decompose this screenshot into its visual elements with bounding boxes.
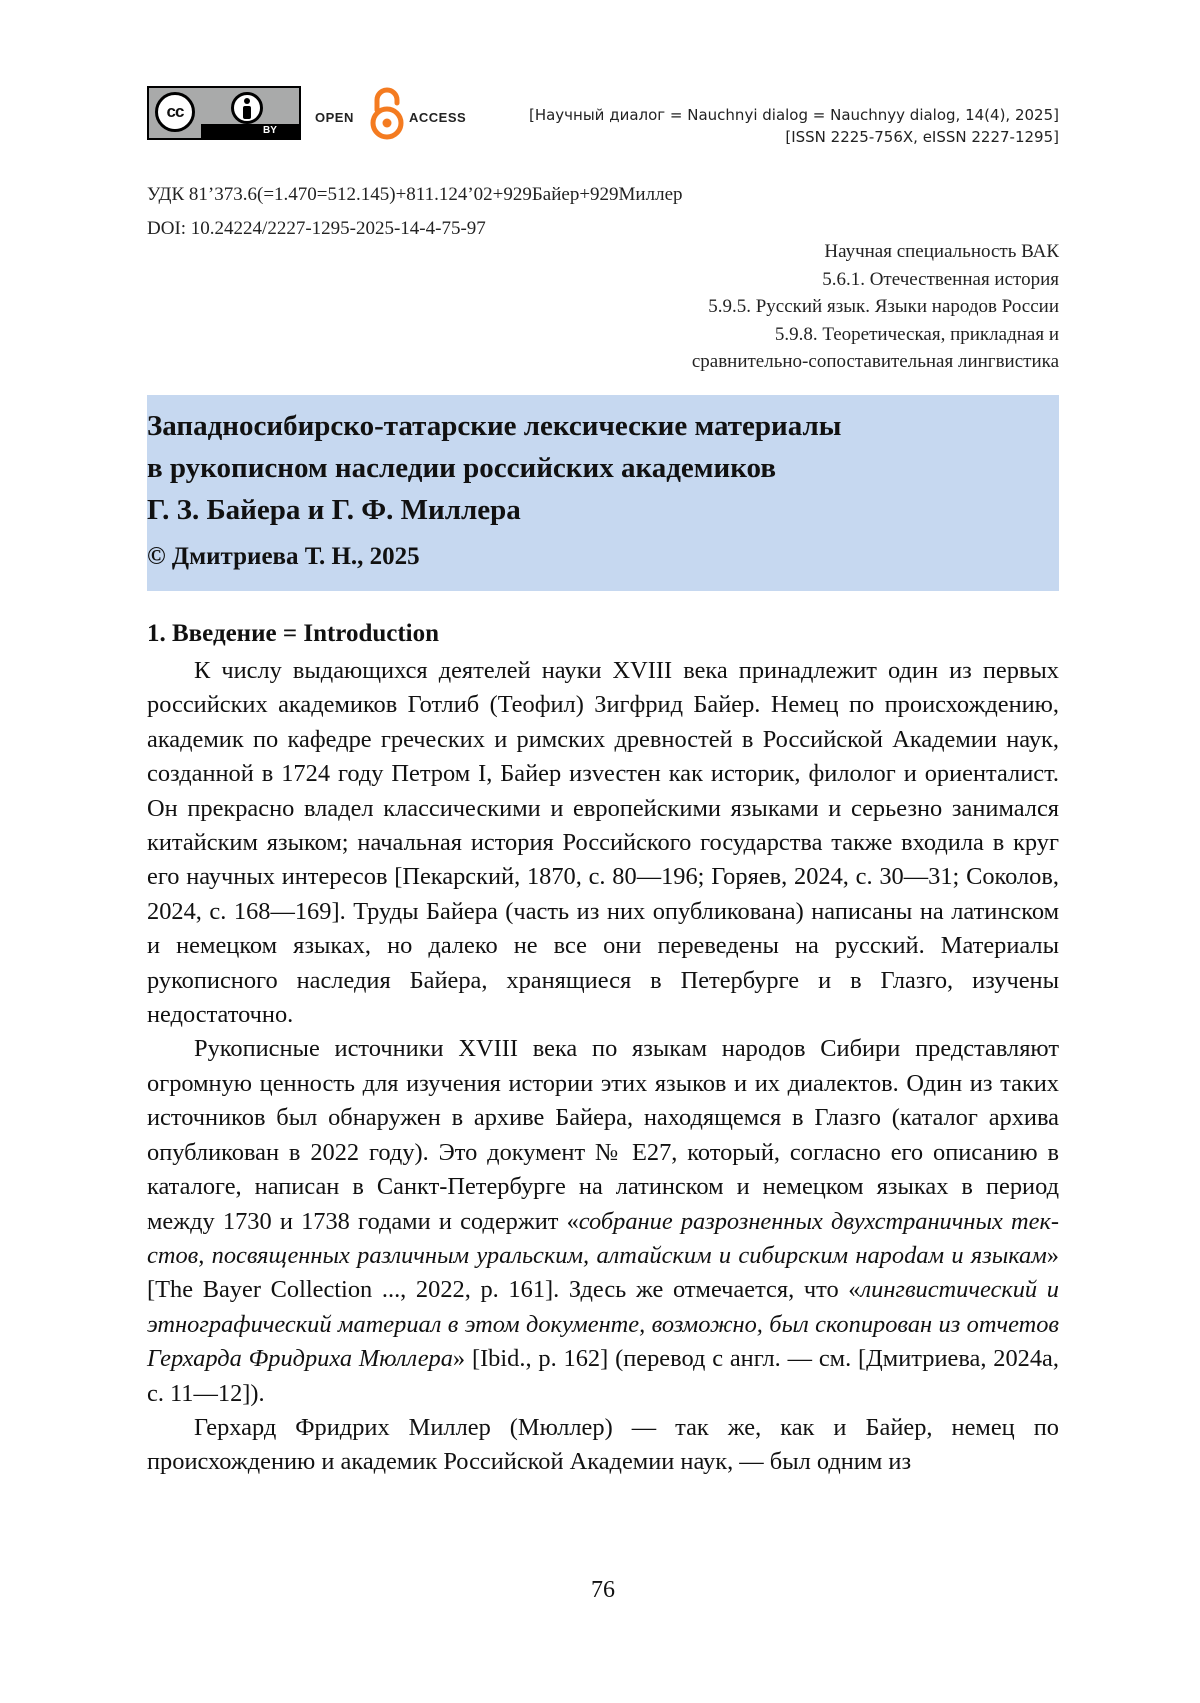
specialty-item: 5.9.8. Теоретическая, прикладная и xyxy=(692,321,1059,349)
page-header xyxy=(147,86,1059,146)
article-body xyxy=(147,654,1059,1480)
specialty-heading: Научная специальность ВАК xyxy=(692,238,1059,266)
open-lock-icon xyxy=(367,86,407,140)
paragraph: Рукописные источники XVIII века по языкам народов Сибири пред­ставляют огромную ценность для изучения истории этих языков и их диалектов. Один из таких источников был обнаружен в архиве Байе­ра, находящемся в Глазго (каталог архива опубликован в 2022 году). Это документ № Е27, который, согласно его описанию в каталоге, написан в Санкт-Петербурге на латинском и немецком языках в период между 1730 и 1738 годами и содержит «собрание разрозненных двухстраничных тек­стов, посвященных различным уральским, алтайским и сибирским наро­dам и языкам» [The Bayer Collection ..., 2022, p. 161]. Здесь же отмечается, что «лингвистический и этнографический материал в этом документе, возможно, был скопирован из отчетов Герхарда Фридриха Мюллера» [Ibid., p. 162] (перевод с англ. — см. [Дмитриева, 2024а, с. 11—12]). xyxy=(147,1032,1059,1410)
journal-issn: [ISSN 2225-756X, eISSN 2227-1295] xyxy=(529,126,1059,148)
cc-by-license-badge[interactable] xyxy=(147,86,301,140)
title-line: в рукописном наследии российских академиков xyxy=(147,452,776,484)
cc-icon: cc xyxy=(155,92,195,132)
specialty-item: 5.6.1. Отечественная история xyxy=(692,266,1059,294)
open-access-open-text: OPEN xyxy=(315,110,354,125)
vak-specialty xyxy=(692,238,1059,376)
quote-italic: лингвистический и этнографический материал в этом документе, возможно, был скопирован из отчетов Герхарда Фридриха Мюллера xyxy=(147,1276,1059,1372)
attribution-icon xyxy=(231,92,263,124)
page-number: 76 xyxy=(147,1577,1059,1604)
section-heading: 1. Введение = Introduction xyxy=(147,620,439,648)
paragraph: Герхард Фридрих Миллер (Мюллер) — так же, как и Байер, немец по происхождению и академик Российской Академии наук, — был одним из xyxy=(147,1411,1059,1480)
author-copyright: © Дмитриева Т. Н., 2025 xyxy=(147,543,420,571)
journal-reference xyxy=(529,104,1059,148)
article-meta xyxy=(147,178,683,246)
udk-code: УДК 81’373.6(=1.470=512.145)+811.124’02+929Байер+929Миллер xyxy=(147,178,683,212)
title-block xyxy=(147,395,1059,591)
specialty-item: сравнительно-сопоставительная лингвистика xyxy=(692,348,1059,376)
quote-italic: собрание разрозненных двухстраничных тек­стов, посвященных различным уральским, алтайским и сибирским наро­dам и языкам xyxy=(147,1208,1059,1269)
open-access-logo[interactable] xyxy=(315,86,465,140)
specialty-item: 5.9.5. Русский язык. Языки народов России xyxy=(692,293,1059,321)
article-title xyxy=(147,405,841,531)
by-label: BY xyxy=(201,124,299,138)
paragraph: К числу выдающихся деятелей науки XVIII века принадлежит один из первых российских академиков Готлиб (Теофил) Зигфрид Байер. Немец по происхождению, академик по кафедре греческих и римских древностей в Российской Академии наук, созданной в 1724 году Петром I, Байер из­vестен как историк, филолог и ориенталист. Он прекрасно владел класси­ческими и европейскими языками и серьезно занимался китайским язы­ком; начальная история Российского государства также входила в круг его научных интересов [Пекарский, 1870, с. 80—196; Горяев, 2024, с. 30—31; Соколов, 2024, с. 168—169]. Труды Байера (часть из них опубликована) написаны на латинском и немецком языках, но далеко не все они пере­ведены на русский. Материалы рукописного наследия Байера, хранящиеся в Петербурге и в Глазго, изучены недостаточно. xyxy=(147,654,1059,1032)
doi[interactable]: DOI: 10.24224/2227-1295-2025-14-4-75-97 xyxy=(147,212,683,246)
journal-citation: [Научный диалог = Nauchnyi dialog = Nauchnyy dialog, 14(4), 2025] xyxy=(529,104,1059,126)
open-access-access-text: ACCESS xyxy=(409,110,466,125)
title-line: Г. З. Байера и Г. Ф. Миллера xyxy=(147,494,521,526)
title-line: Западносибирско-татарские лексические материалы xyxy=(147,410,841,442)
